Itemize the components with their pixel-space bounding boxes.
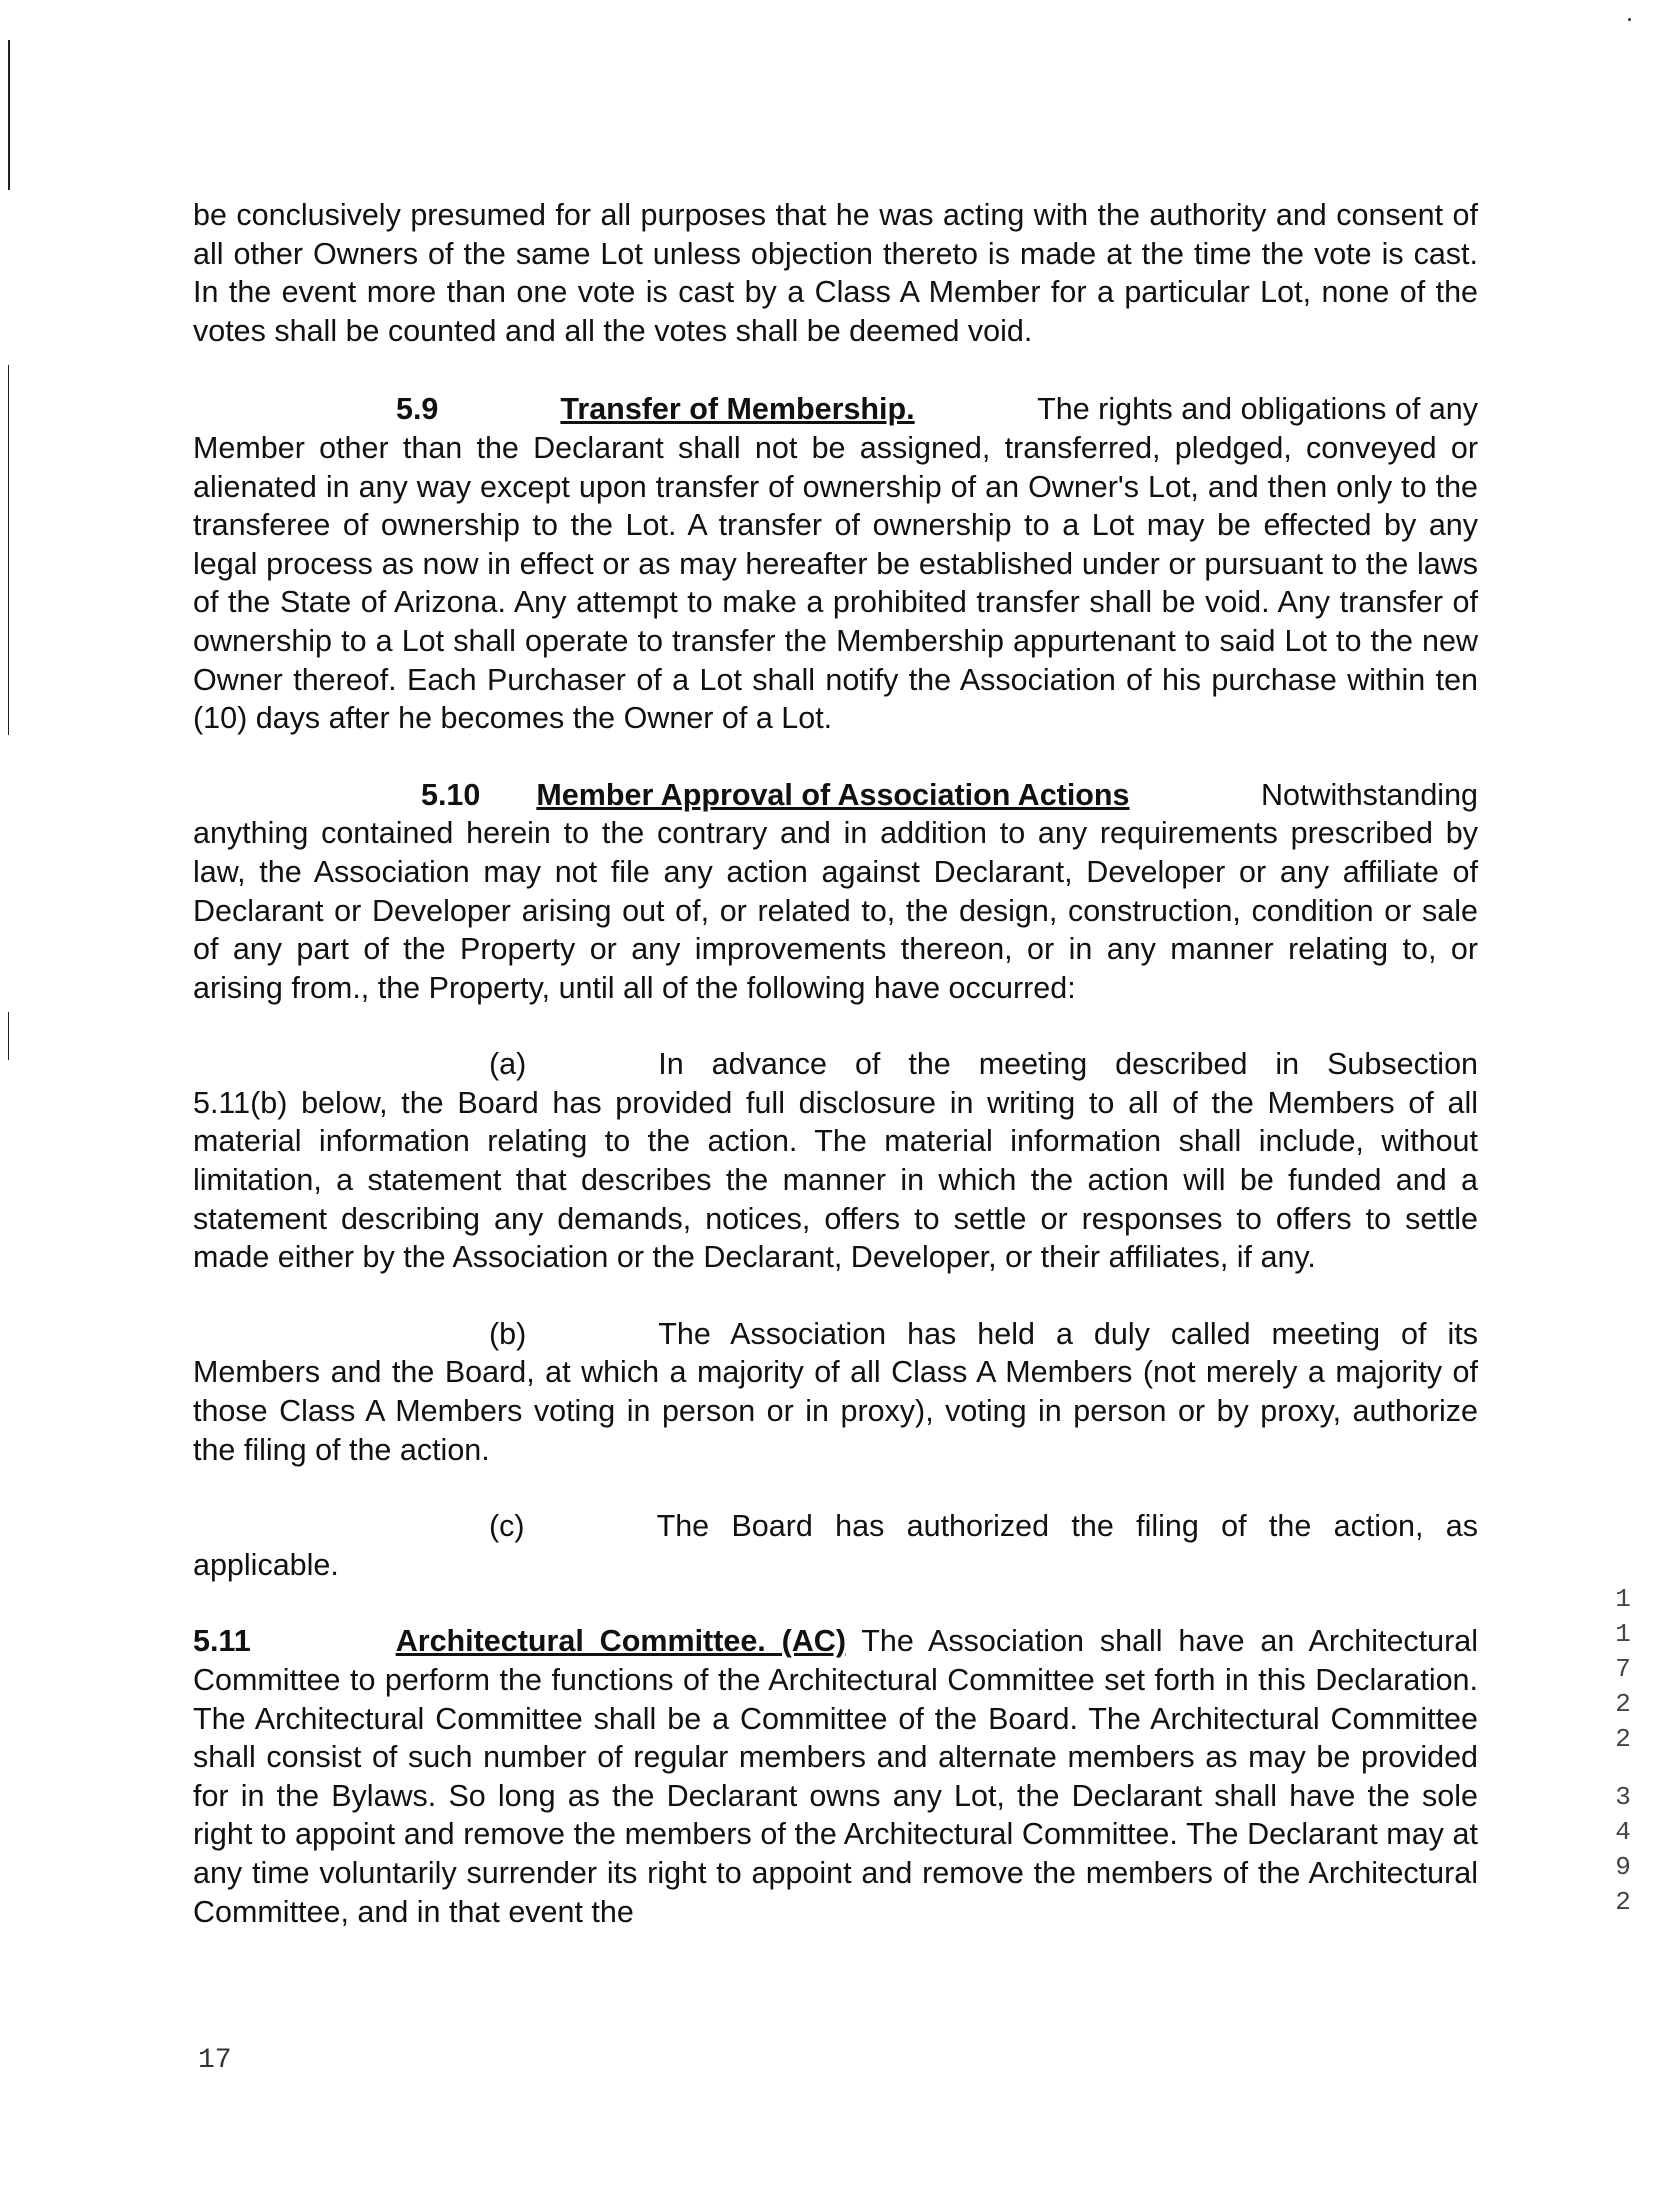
section-title: Architectural Committee. (AC) (395, 1624, 846, 1659)
subsection-first-line-text: In advance of the meeting described in Subsection (658, 1047, 1478, 1082)
stamp-digit: 7 (1615, 1654, 1631, 1684)
section-5-10 (193, 776, 1478, 1008)
stamp-digit: 1 (1615, 1619, 1631, 1649)
section-number: 5.9 (396, 392, 439, 427)
section-5-9 (193, 390, 1478, 737)
intro-paragraph: be conclusively presumed for all purposes that he was acting with the authority and consent of all other Owners of the same Lot unless objection thereto is made at the time the vote is cast. In the event more than one vote is cast by a Class A Member for a particular Lot, none of the votes shall be counted and all the votes shall be deemed void. (193, 198, 1478, 348)
subsection-a (193, 1045, 1478, 1277)
section-title: Member Approval of Association Actions (536, 777, 1130, 812)
scan-margin-line (8, 40, 10, 190)
subsection-first-line-text: The Association has held a duly called meeting of its (658, 1316, 1478, 1351)
page-number: 17 (198, 2045, 232, 2076)
stamp-digit: 2 (1615, 1887, 1631, 1917)
subsection-c (193, 1507, 1478, 1584)
stamp-digit: 2 (1615, 1724, 1631, 1754)
document-body (193, 196, 1478, 1931)
subsection-first-line-text: The Board has authorized the filing of the action, as (656, 1509, 1478, 1544)
stamp-digit: 3 (1615, 1782, 1631, 1812)
scan-dot (1628, 18, 1631, 21)
scan-margin-line (8, 1012, 9, 1060)
recording-stamp-bottom (1608, 1780, 1638, 1920)
stamp-digit: 1 (1615, 1584, 1631, 1614)
section-body: The Association shall have an Architectural Committee to perform the functions of the Architectural Committee set forth in this Declaration. The Architectural Committee shall be a Committee of the Board. The Architectural Committee shall consist of such number of regular members and alternate members as may be provided for in the Bylaws. So long as the Declarant owns any Lot, the Declarant shall have the sole right to appoint and remove the members of the Architectural Committee. The Declarant may at any time voluntarily surrender its right to appoint and remove the members of the Architectural Committee, and in that event the (193, 1624, 1478, 1929)
subsection-body: 5.11(b) below, the Board has provided full disclosure in writing to all of the Members of all material information relating to the action. The material information shall include, without limitation, a statement that describes the manner in which the action will be funded and a statement describing any demands, notices, offers to settle or responses to offers to settle made either by the Association or the Declarant, Developer, or their affiliates, if any. (193, 1085, 1478, 1275)
section-number: 5.10 (421, 777, 481, 812)
subsection-b (193, 1315, 1478, 1469)
subsection-label: (a) (489, 1047, 527, 1082)
stamp-digit: 4 (1615, 1817, 1631, 1847)
subsection-label: (c) (489, 1509, 525, 1544)
section-first-line-text: The rights and obligations of any (1037, 392, 1478, 427)
section-first-line-text: Notwithstanding (1260, 777, 1478, 812)
section-body: anything contained herein to the contrary and in addition to any requirements prescribed by law, the Association may not file any action against Declarant, Developer or any affiliate of Declarant or Developer arising out of, or related to, the design, construction, condition or sale of any part of the Property or any improvements thereon, or in any manner relating to, or arising from., the Property, until all of the following have occurred: (193, 816, 1478, 1005)
subsection-label: (b) (489, 1316, 527, 1351)
section-5-11 (193, 1622, 1478, 1931)
scan-margin-line (8, 365, 9, 735)
subsection-body: Members and the Board, at which a majority of all Class A Members (not merely a majority of those Class A Members voting in person or in proxy), voting in person or by proxy, authorize the filing of the action. (193, 1355, 1478, 1467)
recording-stamp-top (1608, 1582, 1638, 1757)
section-body: Member other than the Declarant shall not be assigned, transferred, pledged, conveyed or alienated in any way except upon transfer of ownership of an Owner's Lot, and then only to the transferee of ownership to the Lot. A transfer of ownership to a Lot may be effected by any legal process as now in effect or as may hereafter be established under or pursuant to the laws of the State of Arizona. Any attempt to make a prohibited transfer shall be void. Any transfer of ownership to a Lot shall operate to transfer the Membership appurtenant to said Lot to the new Owner thereof. Each Purchaser of a Lot shall notify the Association of his purchase within ten (10) days after he becomes the Owner of a Lot. (193, 430, 1478, 736)
stamp-digit: 9 (1615, 1852, 1631, 1882)
section-title: Transfer of Membership. (560, 392, 915, 427)
stamp-digit: 2 (1615, 1689, 1631, 1719)
subsection-body: applicable. (193, 1547, 339, 1582)
section-number: 5.11 (193, 1624, 251, 1659)
